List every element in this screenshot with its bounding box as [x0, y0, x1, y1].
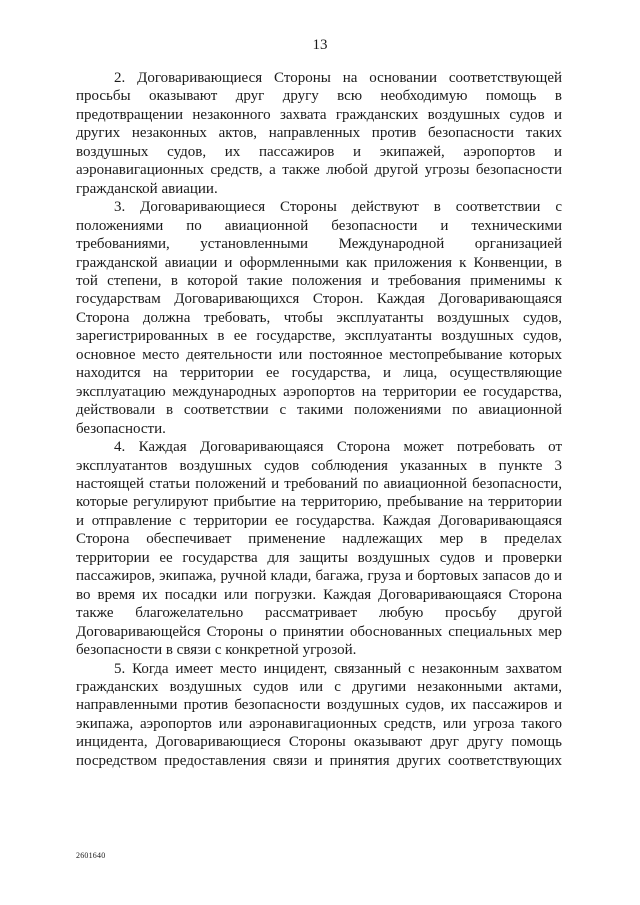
page-number: 13	[312, 37, 328, 53]
text-line: безопасности.	[76, 420, 166, 437]
text-line: также благожелательно рассматривает любую просьбу другой	[76, 605, 562, 622]
paragraph-3	[76, 198, 562, 438]
text-line: положениями по авиационной безопасности и техническими	[76, 217, 562, 234]
text-line: просьбы оказывают друг другу всю необходимую помощь в	[76, 88, 562, 105]
text-line: направленными против безопасности воздушных судов, их пассажиров и	[76, 697, 562, 714]
text-line: эксплуатантов воздушных судов соблюдения указанных в пункте 3	[76, 457, 562, 474]
text-line: 4. Каждая Договаривающаяся Сторона может потребовать от	[114, 439, 562, 456]
text-line: Договаривающейся Стороны о принятии обоснованных специальных мер	[76, 623, 562, 640]
text-line: территории ее государства для защиты воздушных судов и проверки	[76, 549, 562, 566]
text-line: гражданских воздушных судов или с другими незаконными актами,	[76, 678, 562, 695]
text-line: воздушных судов, их пассажиров и экипажей, аэропортов и	[76, 143, 562, 160]
text-line: инцидента, Договаривающиеся Стороны оказывают друг другу помощь	[76, 734, 562, 751]
text-line: пассажиров, экипажа, ручной клади, багажа, груза и бортовых запасов до и	[76, 568, 562, 585]
text-line: действовали в соответствии с такими положениями по авиационной	[76, 402, 562, 419]
text-line: 5. Когда имеет место инцидент, связанный с незаконным захватом	[114, 660, 562, 677]
text-line: основное место деятельности или постоянное местопребывание которых	[76, 346, 562, 363]
text-line: гражданской авиации и оформленными как приложения к Конвенции, в	[76, 254, 562, 271]
paragraph-2	[76, 69, 562, 198]
text-line: 3. Договаривающиеся Стороны действуют в соответствии с	[114, 199, 562, 216]
text-line: зарегистрированных в ее государстве, эксплуатанты воздушных судов,	[76, 328, 562, 345]
text-line: настоящей статьи положений и требований по авиационной безопасности,	[76, 475, 562, 492]
text-line: безопасности в связи с конкретной угрозой.	[76, 642, 357, 659]
text-line: и отправление с территории ее государства. Каждая Договаривающаяся	[76, 512, 562, 529]
text-line: требованиями, установленными Международной организацией	[76, 236, 562, 253]
text-line: предотвращении незаконного захвата гражданских воздушных судов и	[76, 106, 562, 123]
text-line: которые регулируют прибытие на территорию, пребывание на территории	[76, 494, 562, 511]
paragraph-5	[76, 660, 562, 771]
paragraph-4	[76, 438, 562, 659]
text-line: 2. Договаривающиеся Стороны на основании соответствующей	[114, 70, 562, 86]
text-line: других незаконных актов, направленных против безопасности таких	[76, 125, 562, 142]
text-line: государствам Договаривающихся Сторон. Каждая Договаривающаяся	[76, 291, 562, 308]
text-line: находится на территории ее государства, и лица, осуществляющие	[76, 365, 562, 382]
text-line: посредством предоставления связи и принятия других соответствующих	[76, 752, 562, 769]
text-line: экипажа, аэропортов или аэронавигационных средств, или угроза такого	[76, 715, 562, 732]
text-line: эксплуатацию международных аэропортов на территории ее государства,	[76, 383, 562, 400]
document-body	[76, 69, 562, 770]
text-line: Сторона обеспечивает применение надлежащих мер в пределах	[76, 531, 562, 548]
document-code: 2601640	[76, 851, 106, 860]
text-line: во время их посадки или погрузки. Каждая Договаривающаяся Сторона	[76, 586, 562, 603]
text-line: гражданской авиации.	[76, 180, 218, 197]
text-line: Сторона должна требовать, чтобы эксплуатанты воздушных судов,	[76, 309, 562, 326]
text-line: аэронавигационных средств, а также любой другой угрозы безопасности	[76, 162, 562, 179]
text-line: той степени, в которой такие положения и требования применимы к	[76, 272, 562, 289]
